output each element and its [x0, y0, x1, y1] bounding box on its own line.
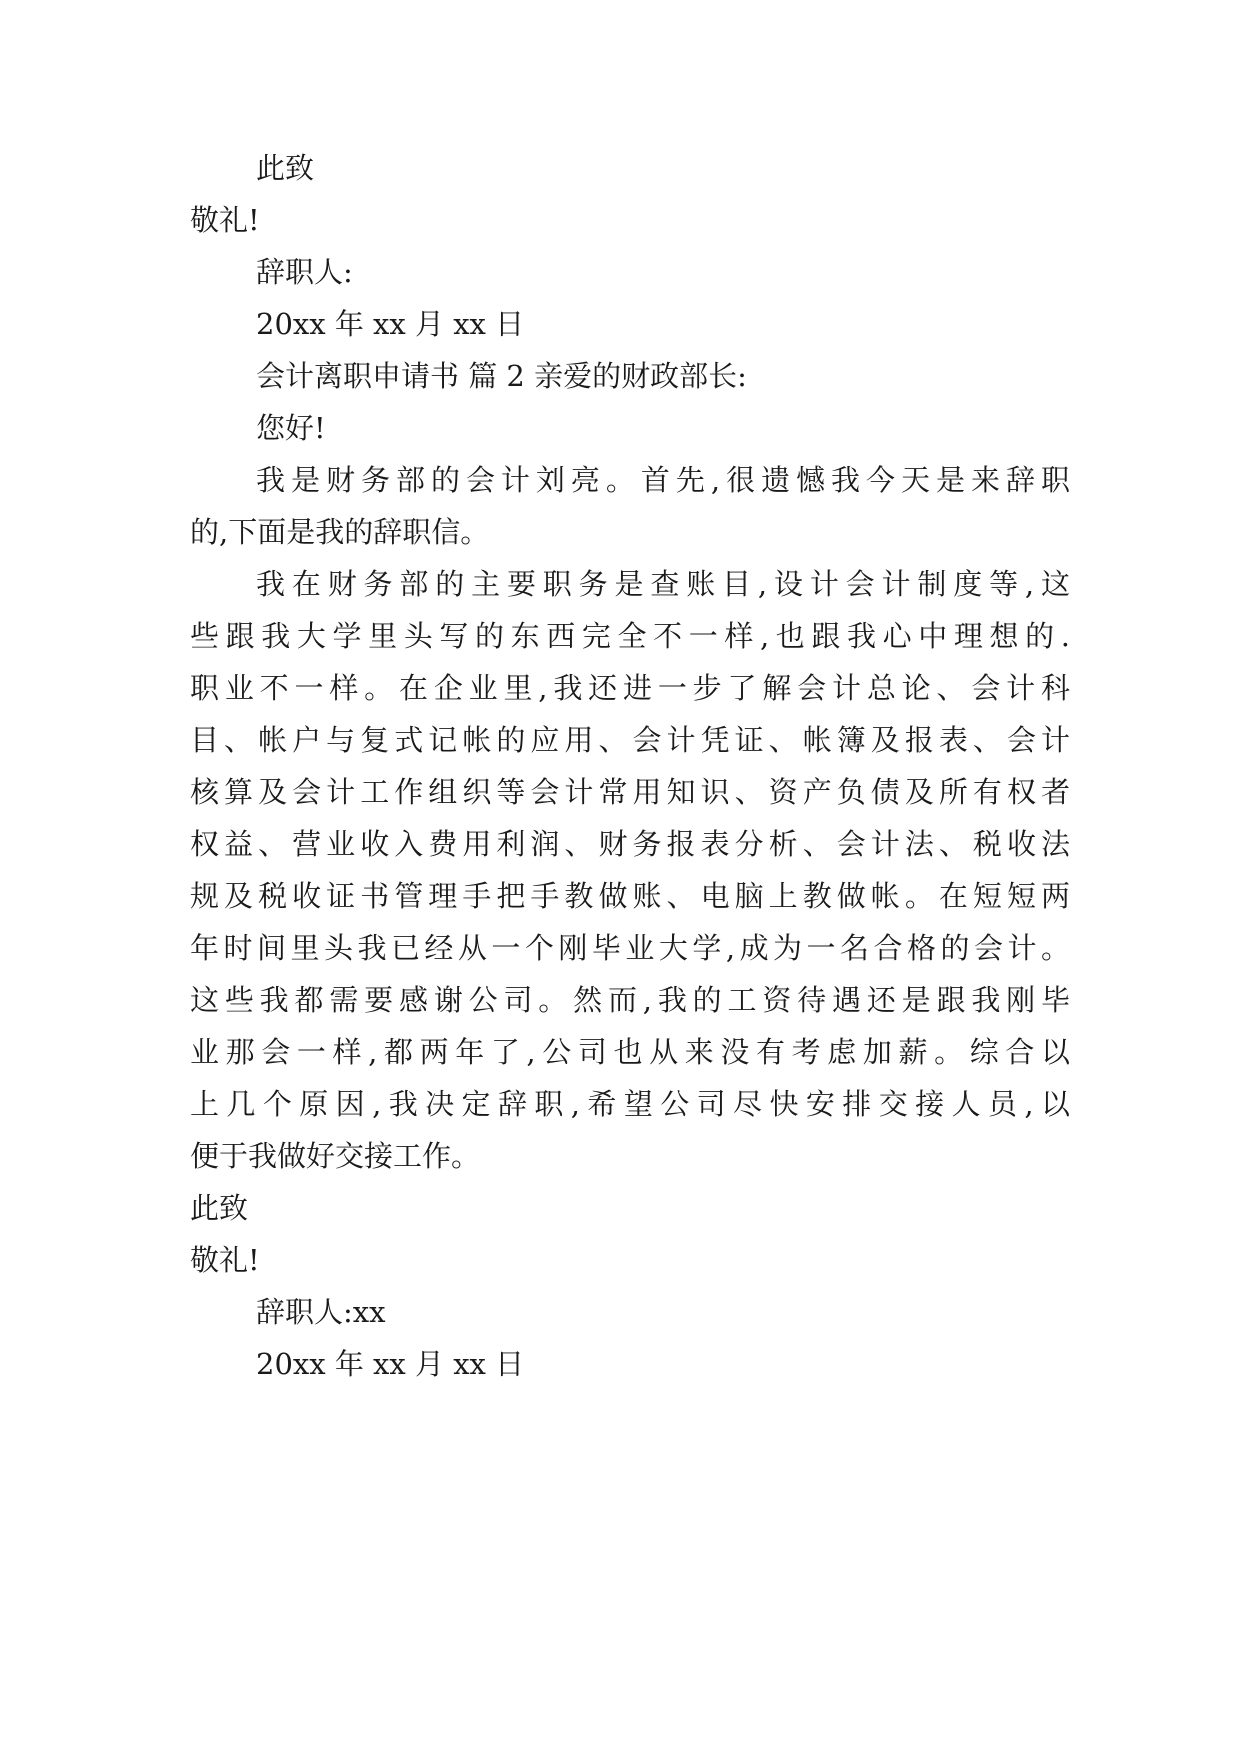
paragraph-2-line-11: 上几个原因,我决定辞职,希望公司尽快安排交接人员,以	[190, 1087, 1070, 1121]
resigner-label-1: 辞职人:	[256, 255, 353, 289]
paragraph-1-line-1: 我是财务部的会计刘亮。首先,很遗憾我今天是来辞职	[256, 463, 1070, 497]
paragraph-2-line-1: 我在财务部的主要职务是查账目,设计会计制度等,这	[256, 567, 1070, 601]
section-heading: 会计离职申请书 篇 2 亲爱的财政部长:	[256, 359, 747, 393]
closing-salutation-2: 此致	[190, 1191, 249, 1225]
paragraph-2-line-2: 些跟我大学里头写的东西完全不一样,也跟我心中理想的.	[190, 619, 1070, 653]
paragraph-2-line-7: 规及税收证书管理手把手教做账、电脑上教做帐。在短短两	[190, 879, 1070, 913]
regards-1: 敬礼!	[190, 203, 260, 237]
paragraph-2-line-5: 核算及会计工作组织等会计常用知识、资产负债及所有权者	[190, 775, 1070, 809]
paragraph-1-line-2: 的,下面是我的辞职信。	[190, 515, 490, 549]
paragraph-2-line-8: 年时间里头我已经从一个刚毕业大学,成为一名合格的会计。	[190, 931, 1070, 965]
date-line-2: 20xx 年 xx 月 xx 日	[256, 1347, 525, 1381]
resigner-label-2: 辞职人:xx	[256, 1295, 386, 1329]
paragraph-2-line-9: 这些我都需要感谢公司。然而,我的工资待遇还是跟我刚毕	[190, 983, 1070, 1017]
paragraph-2-line-4: 目、帐户与复式记帐的应用、会计凭证、帐簿及报表、会计	[190, 723, 1070, 757]
date-line-1: 20xx 年 xx 月 xx 日	[256, 307, 525, 341]
greeting: 您好!	[256, 411, 326, 445]
paragraph-2-line-3: 职业不一样。在企业里,我还进一步了解会计总论、会计科	[190, 671, 1070, 705]
paragraph-2-line-6: 权益、营业收入费用利润、财务报表分析、会计法、税收法	[190, 827, 1070, 861]
regards-2: 敬礼!	[190, 1243, 260, 1277]
paragraph-2-line-12: 便于我做好交接工作。	[190, 1139, 481, 1173]
closing-salutation-1: 此致	[256, 151, 315, 185]
paragraph-2-line-10: 业那会一样,都两年了,公司也从来没有考虑加薪。综合以	[190, 1035, 1070, 1069]
